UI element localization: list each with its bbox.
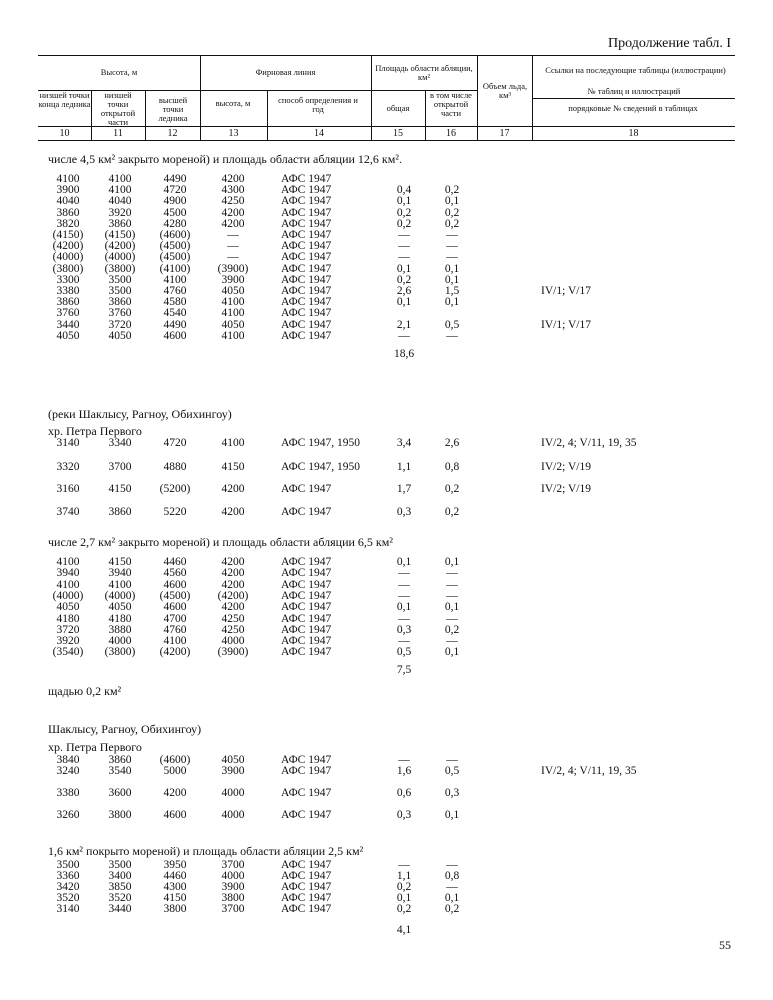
lowest-open-cell: (4000) xyxy=(104,589,136,602)
lowest-open-cell: 4100 xyxy=(108,173,132,185)
highest-point-cell: 4540 xyxy=(163,307,187,320)
lowest-open-cell: 3940 xyxy=(108,567,132,580)
ablation-open-cell: 0,2 xyxy=(444,506,460,518)
firn-height-cell: — xyxy=(227,251,239,264)
highest-point-cell: 4720 xyxy=(163,184,187,197)
firn-height-cell: 4100 xyxy=(221,329,245,342)
lowest-point-cell: 3320 xyxy=(56,461,80,473)
ablation-total-cell: — xyxy=(398,329,410,342)
lowest-point-cell: 3380 xyxy=(56,285,80,297)
total-ablation: 4,1 xyxy=(396,924,412,936)
highest-point-cell: 4500 xyxy=(163,206,187,219)
lowest-open-cell: 4050 xyxy=(108,329,132,342)
lowest-open-cell: 3720 xyxy=(108,318,132,331)
ablation-total-cell: 1,7 xyxy=(396,483,412,495)
ablation-open-cell: 0,2 xyxy=(444,184,460,197)
section-note: хр. Петра Первого xyxy=(48,740,142,754)
lowest-point-cell: 3920 xyxy=(56,635,80,648)
lowest-point-cell: (3800) xyxy=(52,262,84,275)
ablation-open-cell: 0,2 xyxy=(444,623,460,636)
lowest-point-cell: 4050 xyxy=(56,329,80,342)
highest-point-cell: (4500) xyxy=(159,251,191,264)
ablation-open-cell: 0,1 xyxy=(444,262,460,275)
ablation-open-cell: 0,1 xyxy=(444,809,460,821)
lowest-point-cell: 3420 xyxy=(56,881,80,894)
ablation-open-cell: — xyxy=(446,859,458,871)
lowest-point-cell: 3940 xyxy=(56,567,80,580)
lowest-point-cell: 3300 xyxy=(56,273,80,286)
firn-method-cell: АФС 1947 xyxy=(281,229,332,241)
firn-method-cell: АФС 1947 xyxy=(281,307,332,320)
ablation-total-cell: 0,1 xyxy=(396,296,412,309)
lowest-open-cell: 3860 xyxy=(108,296,132,309)
ablation-open-cell: 0,3 xyxy=(444,787,460,799)
column-number: 15 xyxy=(393,128,403,139)
firn-method-cell: АФС 1947 xyxy=(281,567,332,580)
firn-height-cell: 4250 xyxy=(221,623,245,636)
firn-method-cell: АФС 1947 xyxy=(281,184,332,197)
lowest-point-cell: 3720 xyxy=(56,623,80,636)
lowest-open-cell: 3880 xyxy=(108,623,132,636)
highest-point-cell: 4100 xyxy=(163,635,187,648)
ablation-open-cell: 2,6 xyxy=(444,437,460,449)
highest-point-header: высшей точки ледника xyxy=(158,95,188,123)
references-cell: IV/2; V/19 xyxy=(541,483,591,495)
lowest-point-cell: (3540) xyxy=(52,646,84,659)
table-header xyxy=(38,55,735,141)
lowest-open-cell: 4100 xyxy=(108,184,132,197)
highest-point-cell: 4600 xyxy=(163,809,187,821)
ablation-total-cell: — xyxy=(398,567,410,580)
ablation-open-cell: — xyxy=(446,635,458,648)
firn-method-cell: АФС 1947 xyxy=(281,329,332,342)
firn-height-cell: 4200 xyxy=(221,556,245,568)
lowest-point-cell: 3440 xyxy=(56,318,80,331)
lowest-point-cell: 3140 xyxy=(56,903,80,916)
lowest-open-cell: 3600 xyxy=(108,787,132,799)
firn-method-cell: АФС 1947 xyxy=(281,556,332,568)
highest-point-cell: 4760 xyxy=(163,623,187,636)
firn-method-cell: АФС 1947 xyxy=(281,589,332,602)
ablation-total-cell: — xyxy=(398,578,410,591)
ablation-total-cell: — xyxy=(398,229,410,241)
section-note: числе 2,7 км² закрыто мореной) и площадь области абляции 6,5 км² xyxy=(48,535,393,549)
column-number: 13 xyxy=(228,128,239,139)
ice-volume-header: Объем льда, км³ xyxy=(482,81,528,100)
firn-method-cell: АФС 1947 xyxy=(281,635,332,648)
lowest-open-cell: 3500 xyxy=(108,285,132,297)
firn-method-cell: АФС 1947 xyxy=(281,612,332,625)
ablation-total-cell: 0,3 xyxy=(396,506,412,518)
highest-point-cell: 4760 xyxy=(163,285,187,297)
lowest-open-cell: 3800 xyxy=(108,809,132,821)
firn-height-cell: 4150 xyxy=(221,461,245,473)
highest-point-cell: (4500) xyxy=(159,589,191,602)
highest-point-cell: 4700 xyxy=(163,612,187,625)
firn-method-cell: АФС 1947 xyxy=(281,240,332,253)
lowest-point-cell: 4100 xyxy=(56,173,80,185)
highest-point-cell: 4490 xyxy=(163,173,187,185)
highest-point-cell: 4490 xyxy=(163,318,187,331)
column-number: 14 xyxy=(314,128,324,139)
lowest-open-cell: 4040 xyxy=(108,195,132,208)
ablation-open-cell: 0,1 xyxy=(444,556,460,568)
highest-point-cell: 4300 xyxy=(163,881,187,894)
highest-point-cell: 3950 xyxy=(163,859,187,871)
ablation-total-cell: 0,1 xyxy=(396,601,412,614)
lowest-open-cell: (3800) xyxy=(104,262,136,275)
firn-height-cell: (3900) xyxy=(217,646,249,659)
lowest-open-cell: 3520 xyxy=(108,892,132,905)
lowest-open-cell: 3440 xyxy=(108,903,132,916)
firn-method-cell: АФС 1947 xyxy=(281,285,332,297)
highest-point-cell: 4150 xyxy=(163,892,187,905)
lowest-point-cell: 3900 xyxy=(56,184,80,197)
highest-point-cell: 4280 xyxy=(163,217,187,230)
firn-height-cell: 4200 xyxy=(221,578,245,591)
firn-height-cell: 4100 xyxy=(221,437,245,449)
lowest-point-cell: (4000) xyxy=(52,589,84,602)
ablation-area-header: Площадь области абляции, км² xyxy=(375,63,473,82)
highest-point-cell: 4900 xyxy=(163,195,187,208)
column-number: 17 xyxy=(499,128,510,139)
firn-method-cell: АФС 1947 xyxy=(281,506,332,518)
ablation-open-cell: 0,8 xyxy=(444,461,460,473)
ablation-open-cell: — xyxy=(446,589,458,602)
lowest-open-cell: 4000 xyxy=(108,635,132,648)
section-note: (реки Шаклысу, Рагноу, Обихингоу) xyxy=(48,407,232,421)
lowest-open-cell: (4150) xyxy=(104,229,136,241)
section-note: щадью 0,2 км² xyxy=(48,684,122,698)
ablation-total-cell: 0,5 xyxy=(396,646,412,659)
ablation-open-cell: — xyxy=(446,251,458,264)
ablation-total-cell: 0,3 xyxy=(396,809,412,821)
ablation-total-cell: 1,6 xyxy=(396,765,412,777)
firn-method-cell: АФС 1947 xyxy=(281,870,332,883)
ablation-total-cell: 0,2 xyxy=(396,273,412,286)
firn-height-cell: 4200 xyxy=(221,483,245,495)
firn-method-cell: АФС 1947 xyxy=(281,903,332,916)
firn-method-cell: АФС 1947 xyxy=(281,262,332,275)
ablation-open-cell: 0,2 xyxy=(444,217,460,230)
highest-point-cell: 3800 xyxy=(163,903,187,916)
lowest-point-cell: 4100 xyxy=(56,578,80,591)
firn-height-cell: 4200 xyxy=(221,567,245,580)
lowest-open-cell: 3700 xyxy=(108,461,132,473)
lowest-open-cell: (3800) xyxy=(104,646,136,659)
lowest-point-cell: (4000) xyxy=(52,251,84,264)
ablation-open-cell: 0,2 xyxy=(444,903,460,916)
firn-height-cell: 4200 xyxy=(221,217,245,230)
column-number: 12 xyxy=(167,128,178,139)
ablation-open-cell: 0,1 xyxy=(444,296,460,309)
firn-height-cell: — xyxy=(227,229,239,241)
firn-height-cell: 4100 xyxy=(221,296,245,309)
lowest-open-cell: 3340 xyxy=(108,437,132,449)
ablation-total-cell: 0,2 xyxy=(396,217,412,230)
ablation-open-cell: 0,8 xyxy=(444,870,460,883)
lowest-open-cell: 3760 xyxy=(108,307,132,320)
lowest-point-cell: 3500 xyxy=(56,859,80,871)
continuation-label: Продолжение табл. I xyxy=(608,36,731,51)
references-cell: IV/2, 4; V/11, 19, 35 xyxy=(541,437,637,449)
firn-height-cell: 3900 xyxy=(221,881,245,894)
ablation-total-cell: — xyxy=(398,589,410,602)
ablation-total-cell: — xyxy=(398,635,410,648)
lowest-open-cell: 3500 xyxy=(108,859,132,871)
firn-method-cell: АФС 1947 xyxy=(281,195,332,208)
firn-method-cell: АФС 1947, 1950 xyxy=(281,461,360,473)
column-number: 16 xyxy=(446,128,456,139)
firn-method-cell: АФС 1947 xyxy=(281,578,332,591)
firn-height-cell: 4250 xyxy=(221,195,245,208)
ablation-open-cell: 0,5 xyxy=(444,765,460,777)
column-number: 11 xyxy=(113,128,123,139)
firn-height-cell: 4000 xyxy=(221,787,245,799)
lowest-open-cell: 3860 xyxy=(108,506,132,518)
lowest-open-cell: 4150 xyxy=(108,483,132,495)
ablation-total-cell: 0,3 xyxy=(396,623,412,636)
ablation-open-cell: 0,1 xyxy=(444,195,460,208)
firn-method-cell: АФС 1947 xyxy=(281,787,332,799)
lowest-open-cell: (4000) xyxy=(104,251,136,264)
firn-line-header: Фирновая линия xyxy=(255,67,316,77)
total-ablation: 18,6 xyxy=(393,348,415,360)
lowest-point-cell: 3240 xyxy=(56,765,80,777)
firn-height-cell: — xyxy=(227,240,239,253)
firn-method-cell: АФС 1947, 1950 xyxy=(281,437,360,449)
ablation-open-cell: — xyxy=(446,329,458,342)
ablation-total-cell: 0,1 xyxy=(396,892,412,905)
firn-height-cell: (4200) xyxy=(217,589,249,602)
lowest-point-header: низшей точки конца ледника xyxy=(38,90,91,109)
highest-point-cell: (4200) xyxy=(159,646,191,659)
lowest-open-cell: 3500 xyxy=(108,273,132,286)
highest-point-cell: (5200) xyxy=(159,483,191,495)
ablation-open-cell: — xyxy=(446,754,458,766)
highest-point-cell: 4880 xyxy=(163,461,187,473)
firn-height-cell: 4050 xyxy=(221,318,245,331)
references-tables-header: № таблиц и иллюстраций xyxy=(587,86,681,96)
firn-height-cell: 4100 xyxy=(221,307,245,320)
firn-method-cell: АФС 1947 xyxy=(281,173,332,185)
ablation-total-cell: 0,6 xyxy=(396,787,412,799)
ablation-open-cell: 0,1 xyxy=(444,601,460,614)
firn-height-cell: 3700 xyxy=(221,903,245,916)
firn-height-cell: 4000 xyxy=(221,809,245,821)
ablation-total-header: общая xyxy=(386,103,410,113)
ablation-total-cell: 0,2 xyxy=(396,206,412,219)
firn-method-cell: АФС 1947 xyxy=(281,217,332,230)
firn-height-cell: 4050 xyxy=(221,285,245,297)
firn-height-cell: 4200 xyxy=(221,206,245,219)
lowest-point-cell: 3760 xyxy=(56,307,80,320)
firn-height-cell: 4250 xyxy=(221,612,245,625)
highest-point-cell: 4100 xyxy=(163,273,187,286)
section-note: хр. Петра Первого xyxy=(48,424,142,438)
references-cell: IV/1; V/17 xyxy=(541,285,591,297)
ablation-total-cell: — xyxy=(398,754,410,766)
firn-height-cell: 4050 xyxy=(221,754,245,766)
lowest-open-cell: (4200) xyxy=(104,240,136,253)
total-ablation: 7,5 xyxy=(396,664,412,676)
ablation-open-cell: 0,2 xyxy=(444,483,460,495)
firn-height-cell: 4300 xyxy=(221,184,245,197)
firn-method-cell: АФС 1947 xyxy=(281,881,332,894)
firn-method-cell: АФС 1947 xyxy=(281,754,332,766)
references-cell: IV/2; V/19 xyxy=(541,461,591,473)
highest-point-cell: (4100) xyxy=(159,262,191,275)
references-cell: IV/1; V/17 xyxy=(541,318,591,331)
highest-point-cell: (4600) xyxy=(159,229,191,241)
firn-height-cell: 3700 xyxy=(221,859,245,871)
firn-method-cell: АФС 1947 xyxy=(281,765,332,777)
firn-height-cell: 4000 xyxy=(221,635,245,648)
highest-point-cell: (4500) xyxy=(159,240,191,253)
lowest-open-cell: 4050 xyxy=(108,601,132,614)
lowest-open-cell: 3400 xyxy=(108,870,132,883)
ablation-open-header: в том числе открытой части xyxy=(430,90,472,118)
ablation-total-cell: — xyxy=(398,859,410,871)
highest-point-cell: 4600 xyxy=(163,601,187,614)
highest-point-cell: 4460 xyxy=(163,556,187,568)
firn-method-cell: АФС 1947 xyxy=(281,251,332,264)
lowest-point-cell: 3260 xyxy=(56,809,80,821)
column-number: 10 xyxy=(59,128,70,139)
column-number: 18 xyxy=(628,128,639,139)
highest-point-cell: 5220 xyxy=(163,506,187,518)
ablation-total-cell: 0,2 xyxy=(396,903,412,916)
ablation-total-cell: 0,2 xyxy=(396,881,412,894)
lowest-open-cell: 4180 xyxy=(108,612,132,625)
ablation-total-cell: 0,1 xyxy=(396,262,412,275)
section-note: Шаклысу, Рагноу, Обихингоу) xyxy=(48,722,202,736)
ablation-total-cell: 0,4 xyxy=(396,184,412,197)
ablation-total-cell: 1,1 xyxy=(396,461,412,473)
ablation-total-cell: 2,6 xyxy=(396,285,412,297)
firn-height-cell: 4200 xyxy=(221,173,245,185)
lowest-point-cell: 3360 xyxy=(56,870,80,883)
firn-method-cell: АФС 1947 xyxy=(281,859,332,871)
ablation-open-cell: — xyxy=(446,612,458,625)
highest-point-cell: 4600 xyxy=(163,329,187,342)
firn-method-cell: АФС 1947 xyxy=(281,623,332,636)
lowest-point-cell: 3160 xyxy=(56,483,80,495)
firn-height-cell: 3900 xyxy=(221,765,245,777)
ablation-open-cell: 0,5 xyxy=(444,318,460,331)
lowest-point-cell: 3140 xyxy=(56,437,80,449)
lowest-open-cell: 3850 xyxy=(108,881,132,894)
lowest-open-cell: 3540 xyxy=(108,765,132,777)
firn-height-cell: 4000 xyxy=(221,870,245,883)
highest-point-cell: 4460 xyxy=(163,870,187,883)
ablation-open-cell: 1,5 xyxy=(444,285,460,297)
firn-method-cell: АФС 1947 xyxy=(281,296,332,309)
lowest-point-cell: 4050 xyxy=(56,601,80,614)
firn-method-cell: АФС 1947 xyxy=(281,601,332,614)
lowest-open-header: низшей точки открытой части xyxy=(100,90,136,127)
ablation-open-cell: 0,2 xyxy=(444,206,460,219)
lowest-open-cell: 3920 xyxy=(108,206,132,219)
firn-method-header: способ определения и год xyxy=(278,95,358,114)
highest-point-cell: 4580 xyxy=(163,296,187,309)
references-cell: IV/2, 4; V/11, 19, 35 xyxy=(541,765,637,777)
lowest-point-cell: 4100 xyxy=(56,556,80,568)
lowest-open-cell: 3860 xyxy=(108,217,132,230)
ablation-open-cell: 0,1 xyxy=(444,646,460,659)
ablation-open-cell: 0,1 xyxy=(444,273,460,286)
lowest-point-cell: 4040 xyxy=(56,195,80,208)
firn-method-cell: АФС 1947 xyxy=(281,646,332,659)
firn-height-cell: 3900 xyxy=(221,273,245,286)
ablation-total-cell: 0,1 xyxy=(396,556,412,568)
firn-method-cell: АФС 1947 xyxy=(281,318,332,331)
lowest-point-cell: 4180 xyxy=(56,612,80,625)
lowest-point-cell: 3820 xyxy=(56,217,80,230)
lowest-point-cell: (4150) xyxy=(52,229,84,241)
lowest-open-cell: 3860 xyxy=(108,754,132,766)
highest-point-cell: 4200 xyxy=(163,787,187,799)
ablation-open-cell: 0,1 xyxy=(444,892,460,905)
firn-method-cell: АФС 1947 xyxy=(281,273,332,286)
highest-point-cell: 4560 xyxy=(163,567,187,580)
ablation-total-cell: — xyxy=(398,240,410,253)
highest-point-cell: 4720 xyxy=(163,437,187,449)
firn-height-cell: 4200 xyxy=(221,601,245,614)
lowest-point-cell: 3380 xyxy=(56,787,80,799)
section-note: 1,6 км² покрыто мореной) и площадь области абляции 2,5 км² xyxy=(48,844,364,858)
page-number: 55 xyxy=(719,938,731,952)
ablation-open-cell: — xyxy=(446,240,458,253)
lowest-point-cell: 3860 xyxy=(56,296,80,309)
ablation-total-cell: 2,1 xyxy=(396,318,412,331)
ablation-total-cell: 3,4 xyxy=(396,437,412,449)
section-note: числе 4,5 км² закрыто мореной) и площадь области абляции 12,6 км². xyxy=(48,152,402,166)
ablation-total-cell: 0,1 xyxy=(396,195,412,208)
lowest-point-cell: 3840 xyxy=(56,754,80,766)
firn-method-cell: АФС 1947 xyxy=(281,892,332,905)
firn-height-cell: 4200 xyxy=(221,506,245,518)
ablation-open-cell: — xyxy=(446,567,458,580)
ablation-total-cell: 1,1 xyxy=(396,870,412,883)
firn-method-cell: АФС 1947 xyxy=(281,809,332,821)
lowest-point-cell: 3740 xyxy=(56,506,80,518)
lowest-point-cell: 3860 xyxy=(56,206,80,219)
firn-height-cell: 3800 xyxy=(221,892,245,905)
ablation-open-cell: — xyxy=(446,578,458,591)
lowest-point-cell: (4200) xyxy=(52,240,84,253)
highest-point-cell: (4600) xyxy=(159,754,191,766)
references-header: Ссылки на последующие таблицы (иллюстрации) xyxy=(545,65,726,75)
lowest-point-cell: 3520 xyxy=(56,892,80,905)
firn-height-header: высота, м xyxy=(215,98,251,108)
highest-point-cell: 4600 xyxy=(163,578,187,591)
firn-method-cell: АФС 1947 xyxy=(281,483,332,495)
ablation-total-cell: — xyxy=(398,612,410,625)
ablation-open-cell: — xyxy=(446,881,458,894)
height-group-header: Высота, м xyxy=(100,67,138,77)
lowest-open-cell: 4100 xyxy=(108,578,132,591)
references-items-header: порядковые № сведений в таблицах xyxy=(568,103,698,113)
ablation-open-cell: — xyxy=(446,229,458,241)
firn-height-cell: (3900) xyxy=(217,262,249,275)
highest-point-cell: 5000 xyxy=(163,765,187,777)
lowest-open-cell: 4150 xyxy=(108,556,132,568)
firn-method-cell: АФС 1947 xyxy=(281,206,332,219)
ablation-total-cell: — xyxy=(398,251,410,264)
